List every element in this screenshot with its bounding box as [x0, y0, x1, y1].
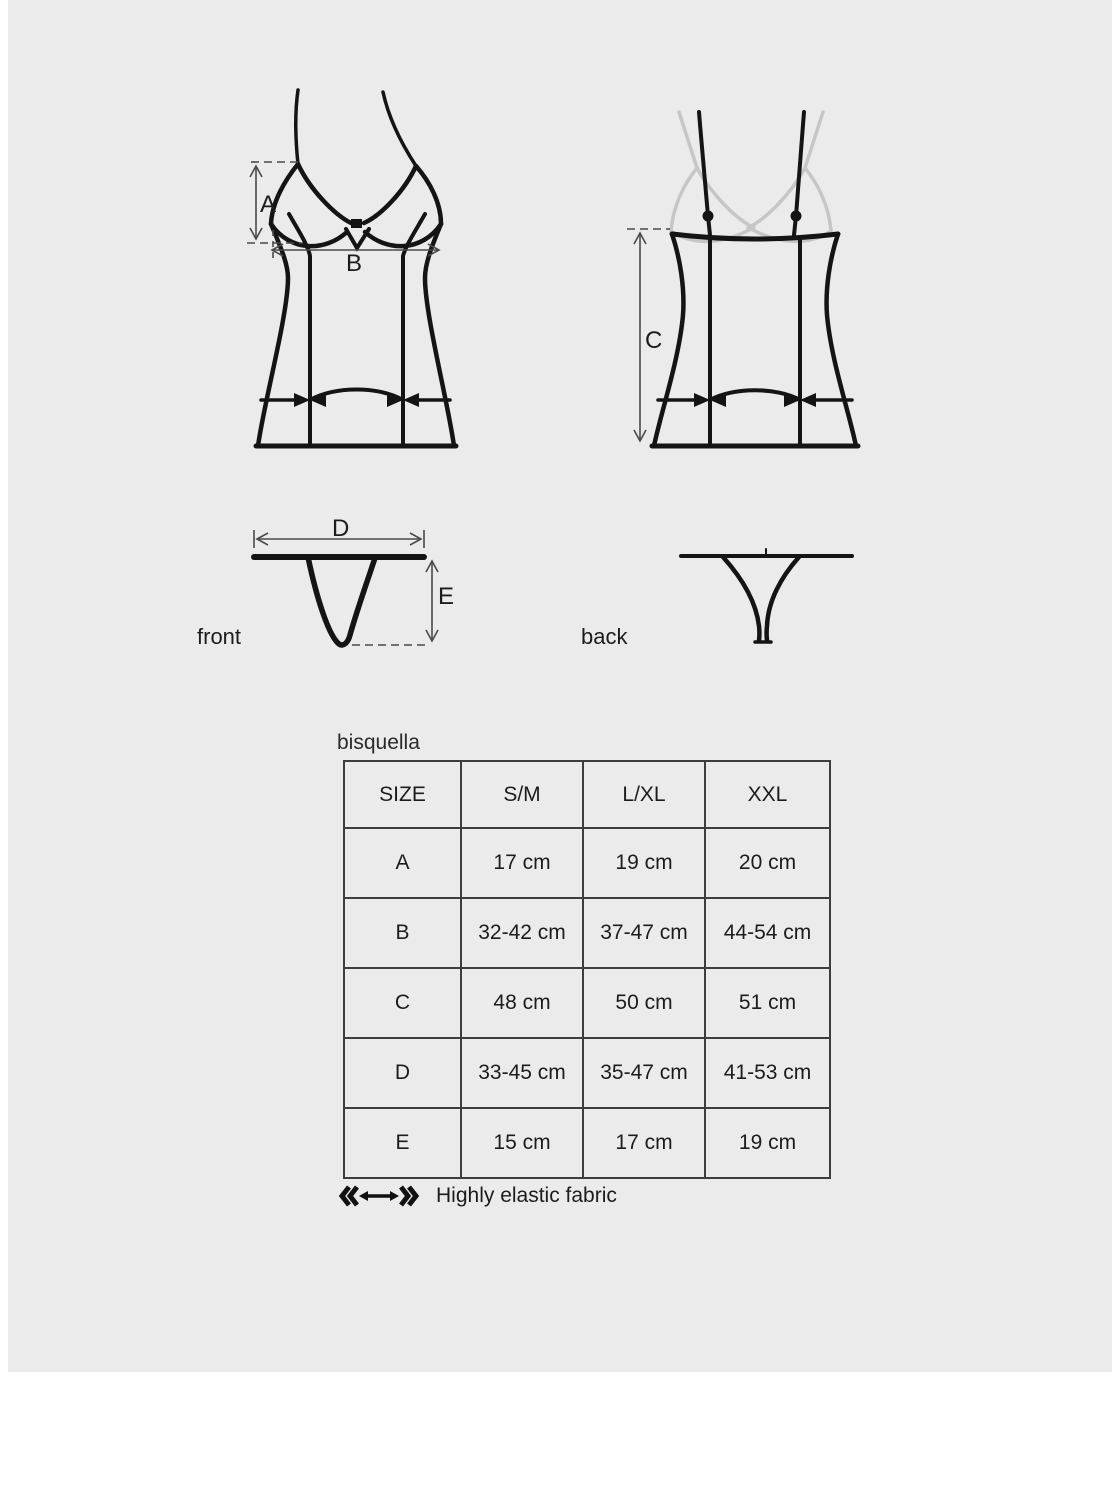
- size-value-cell: 35-47 cm: [583, 1038, 705, 1108]
- measurement-diagram: [0, 0, 1120, 700]
- size-value-cell: 32-42 cm: [461, 898, 583, 968]
- product-name: bisquella: [337, 731, 420, 754]
- size-table: [343, 760, 831, 1179]
- size-value-cell: 33-45 cm: [461, 1038, 583, 1108]
- back-left-strap: [699, 112, 708, 216]
- size-value-cell: 20 cm: [705, 828, 830, 898]
- row-label: B: [344, 898, 461, 968]
- size-column-header: SIZE: [344, 761, 461, 828]
- size-lxl-header: L/XL: [583, 761, 705, 828]
- table-row: [344, 828, 830, 898]
- thong-front-diagram: [254, 557, 424, 645]
- center-bow-detail: [351, 219, 362, 228]
- size-value-cell: 50 cm: [583, 968, 705, 1038]
- dimension-c-label: C: [645, 327, 663, 354]
- strap-adjuster: [703, 211, 714, 222]
- dimension-b-label: B: [346, 250, 363, 277]
- row-label: D: [344, 1038, 461, 1108]
- front-right-strap: [383, 92, 416, 166]
- dimension-e: [352, 561, 438, 645]
- row-label: E: [344, 1108, 461, 1178]
- strap-adjuster: [791, 211, 802, 222]
- fabric-note-row: [337, 1184, 617, 1208]
- size-value-cell: 51 cm: [705, 968, 830, 1038]
- size-value-cell: 44-54 cm: [705, 898, 830, 968]
- back-chemise-ghost-cups: [671, 112, 831, 241]
- size-value-cell: 15 cm: [461, 1108, 583, 1178]
- size-xxl-header: XXL: [705, 761, 830, 828]
- size-sm-header: S/M: [461, 761, 583, 828]
- size-value-cell: 19 cm: [583, 828, 705, 898]
- dimension-a-label: A: [260, 191, 277, 218]
- row-label: A: [344, 828, 461, 898]
- front-left-strap: [296, 90, 298, 164]
- size-table-header-row: [344, 761, 830, 828]
- back-top-edge: [672, 234, 838, 239]
- thong-back-diagram: [681, 549, 852, 642]
- dimension-e-label: E: [438, 583, 455, 610]
- dimension-d-label: D: [332, 515, 350, 542]
- elastic-stretch-icon: [337, 1184, 421, 1208]
- row-label: C: [344, 968, 461, 1038]
- table-row: [344, 1038, 830, 1108]
- table-row: [344, 898, 830, 968]
- size-value-cell: 17 cm: [583, 1108, 705, 1178]
- size-value-cell: 48 cm: [461, 968, 583, 1038]
- size-value-cell: 41-53 cm: [705, 1038, 830, 1108]
- front-view-label: front: [197, 624, 242, 649]
- size-value-cell: 37-47 cm: [583, 898, 705, 968]
- size-value-cell: 19 cm: [705, 1108, 830, 1178]
- back-chemise-diagram: [652, 112, 858, 446]
- table-row: [344, 968, 830, 1038]
- back-view-label: back: [581, 624, 628, 649]
- size-value-cell: 17 cm: [461, 828, 583, 898]
- table-row: [344, 1108, 830, 1178]
- fabric-note-text: Highly elastic fabric: [436, 1184, 617, 1207]
- back-right-strap: [796, 112, 804, 216]
